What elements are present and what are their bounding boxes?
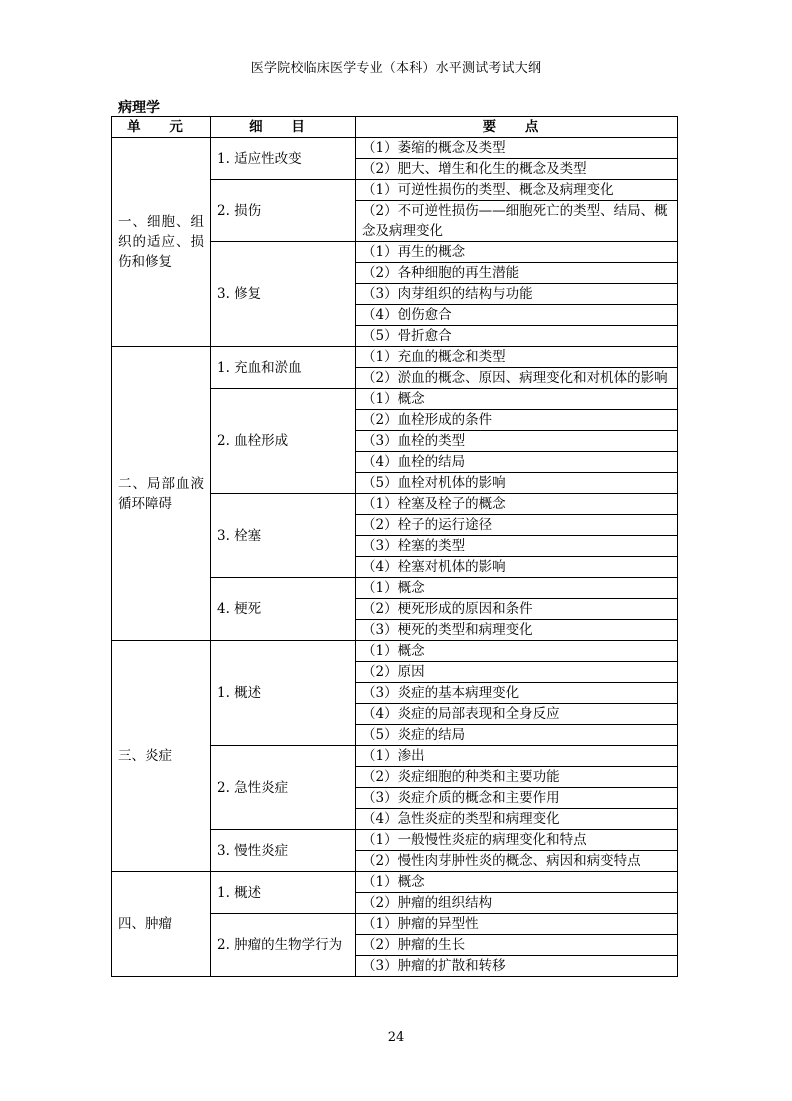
item-cell: 1. 概述: [211, 641, 356, 746]
point-cell: （1）概念: [356, 872, 678, 893]
table-row: [112, 872, 678, 893]
column-header-item: 细 目: [211, 117, 356, 138]
point-cell: （2）肿瘤的生长: [356, 935, 678, 956]
item-cell: 1. 概述: [211, 872, 356, 914]
point-cell: （4）炎症的局部表现和全身反应: [356, 704, 678, 725]
item-cell: 2. 血栓形成: [211, 389, 356, 494]
point-cell: （3）梗死的类型和病理变化: [356, 620, 678, 641]
item-cell: 1. 适应性改变: [211, 138, 356, 180]
page-number: 24: [387, 1030, 405, 1045]
table-body: [112, 138, 678, 977]
point-cell: （3）炎症的基本病理变化: [356, 683, 678, 704]
item-cell: 2. 肿瘤的生物学行为: [211, 914, 356, 977]
section-title: 病理学: [118, 100, 160, 116]
point-cell: （3）血栓的类型: [356, 431, 678, 452]
unit-label: 二、局部血液循环障碍: [118, 475, 204, 512]
point-cell: （2）慢性肉芽肿性炎的概念、病因和病变特点: [356, 851, 678, 872]
page-header: 医学院校临床医学专业（本科）水平测试考试大纲: [250, 61, 542, 76]
point-cell: （4）急性炎症的类型和病理变化: [356, 809, 678, 830]
unit-cell: [112, 872, 211, 977]
point-cell: （2）原因: [356, 662, 678, 683]
point-cell: （2）淤血的概念、原因、病理变化和对机体的影响: [356, 368, 678, 389]
point-cell: （5）炎症的结局: [356, 725, 678, 746]
item-cell: 3. 慢性炎症: [211, 830, 356, 872]
table-row: [112, 138, 678, 159]
point-cell: （2）栓子的运行途径: [356, 515, 678, 536]
point-cell: （2）梗死形成的原因和条件: [356, 599, 678, 620]
table-header-row: [112, 117, 678, 138]
column-header-unit: 单 元: [112, 117, 211, 138]
point-cell: （2）各种细胞的再生潜能: [356, 263, 678, 284]
item-cell: 4. 梗死: [211, 578, 356, 641]
point-cell: （5）骨折愈合: [356, 326, 678, 347]
point-cell: （3）肿瘤的扩散和转移: [356, 956, 678, 977]
point-cell: （4）创伤愈合: [356, 305, 678, 326]
table-row: [112, 641, 678, 662]
point-cell: （1）概念: [356, 578, 678, 599]
point-cell: （2）肥大、增生和化生的概念及类型: [356, 159, 678, 180]
column-header-points: 要 点: [356, 117, 678, 138]
point-cell: （1）充血的概念和类型: [356, 347, 678, 368]
point-cell: （1）渗出: [356, 746, 678, 767]
point-cell: （2）肿瘤的组织结构: [356, 893, 678, 914]
point-cell: （3）炎症介质的概念和主要作用: [356, 788, 678, 809]
point-cell: （1）肿瘤的异型性: [356, 914, 678, 935]
point-cell: （1）萎缩的概念及类型: [356, 138, 678, 159]
point-cell: （1）再生的概念: [356, 242, 678, 263]
unit-cell: [112, 641, 211, 872]
item-cell: 3. 修复: [211, 242, 356, 347]
point-cell: （2）炎症细胞的种类和主要功能: [356, 767, 678, 788]
unit-cell: [112, 347, 211, 641]
unit-label: 一、细胞、组织的适应、损伤和修复: [118, 214, 204, 270]
point-cell: （2）不可逆性损伤——细胞死亡的类型、结局、概念及病理变化: [356, 201, 678, 242]
point-cell: （2）血栓形成的条件: [356, 410, 678, 431]
table-row: [112, 347, 678, 368]
point-cell: （4）栓塞对机体的影响: [356, 557, 678, 578]
item-cell: 2. 损伤: [211, 180, 356, 242]
point-cell: （1）概念: [356, 641, 678, 662]
unit-cell: [112, 138, 211, 347]
point-cell: （1）可逆性损伤的类型、概念及病理变化: [356, 180, 678, 201]
point-cell: （5）血栓对机体的影响: [356, 473, 678, 494]
point-cell: （3）肉芽组织的结构与功能: [356, 284, 678, 305]
unit-label: 四、肿瘤: [118, 916, 172, 932]
syllabus-table: [111, 116, 678, 977]
point-cell: （1）概念: [356, 389, 678, 410]
point-cell: （3）栓塞的类型: [356, 536, 678, 557]
item-cell: 2. 急性炎症: [211, 746, 356, 830]
point-cell: （4）血栓的结局: [356, 452, 678, 473]
unit-label: 三、炎症: [118, 748, 172, 764]
item-cell: 1. 充血和淤血: [211, 347, 356, 389]
point-cell: （1）一般慢性炎症的病理变化和特点: [356, 830, 678, 851]
item-cell: 3. 栓塞: [211, 494, 356, 578]
point-cell: （1）栓塞及栓子的概念: [356, 494, 678, 515]
